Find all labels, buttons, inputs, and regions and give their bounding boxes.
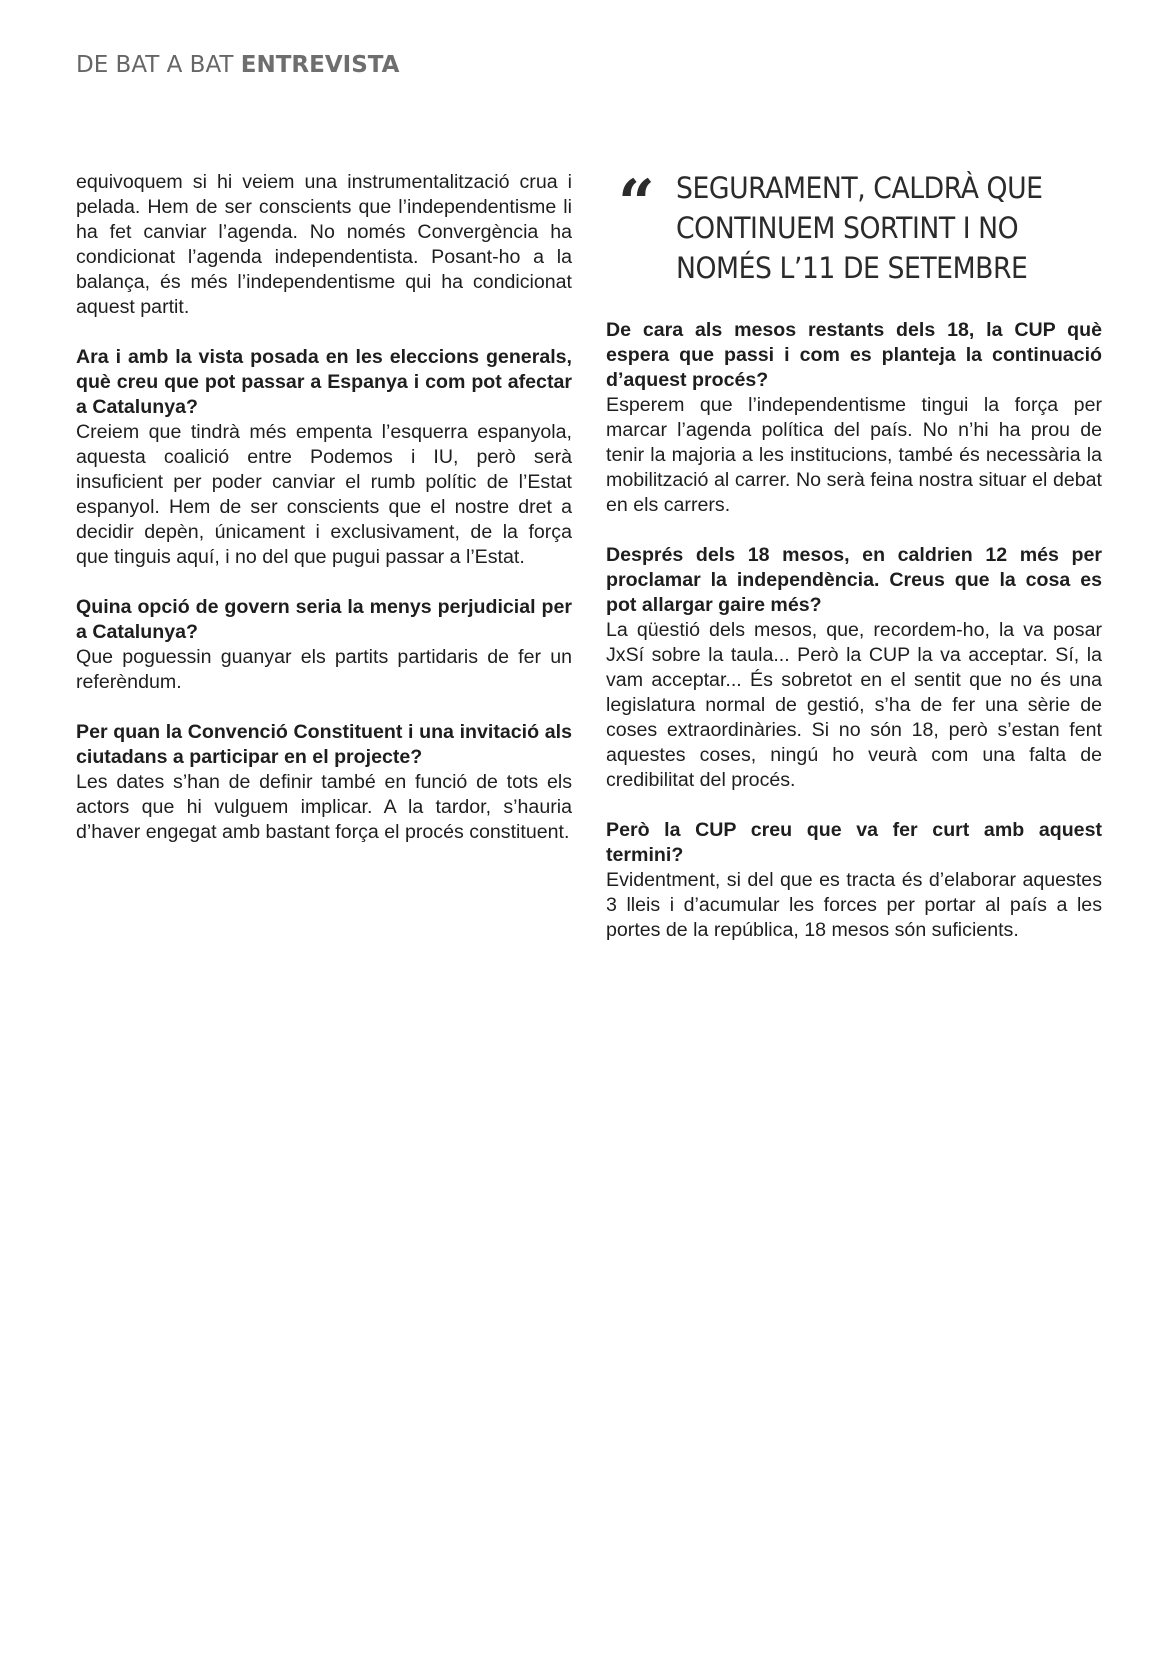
answer-4: Esperem que l’independentisme tingui la força per marcar l’agenda política del país. No n’hi ha prou de tenir la majoria a les institucions, també és necessària la mobilització al carrer. No serà feina nostra situar el debat en els carrers.: [606, 394, 1102, 516]
answer-2: Que poguessin guanyar els partits partidaris de fer un referèndum.: [76, 646, 572, 693]
question-3: Per quan la Convenció Constituent i una invitació als ciutadans a participar en el projecte?: [76, 721, 572, 768]
quote-mark-icon: “: [618, 166, 655, 241]
intro-paragraph: equivoquem si hi veiem una instrumentalització crua i pelada. Hem de ser conscients que l’independentisme li ha fet canviar l’agenda. No només Convergència ha condicionat l’agenda independentista. Posant-ho a la balança, és més l’independentisme qui ha condicionat aquest partit.: [76, 171, 572, 318]
question-1: Ara i amb la vista posada en les eleccions generals, què creu que pot passar a Espanya i com pot afectar a Catalunya?: [76, 346, 572, 418]
page-header: [76, 52, 399, 78]
question-6: Però la CUP creu que va fer curt amb aquest termini?: [606, 819, 1102, 866]
header-section: DE BAT A BAT: [76, 52, 234, 78]
pull-quote-line: SEGURAMENT, CALDRÀ QUE: [676, 171, 1043, 205]
question-2: Quina opció de govern seria la menys perjudicial per a Catalunya?: [76, 596, 572, 643]
left-column: [76, 170, 572, 845]
pull-quote: [618, 168, 1118, 288]
answer-3: Les dates s’han de definir també en funció de tots els actors que hi vulguem implicar. A la tardor, s’hauria d’haver engegat amb bastant força el procés constituent.: [76, 771, 572, 843]
question-5: Després dels 18 mesos, en caldrien 12 més per proclamar la independència. Creus que la cosa es pot allargar gaire més?: [606, 544, 1102, 616]
question-4: De cara als mesos restants dels 18, la CUP què espera que passi i com es planteja la continuació d’aquest procés?: [606, 319, 1102, 391]
answer-1: Creiem que tindrà més empenta l’esquerra espanyola, aquesta coalició entre Podemos i IU, però serà insuficient per poder canviar el rumb polític de l’Estat espanyol. Hem de ser conscients que el nostre dret a decidir depèn, únicament i exclusivament, de la força que tinguis aquí, i no del que pugui passar a l’Estat.: [76, 421, 572, 568]
right-column: [606, 318, 1102, 943]
header-kind: ENTREVISTA: [240, 52, 400, 78]
pull-quote-line: CONTINUEM SORTINT I NO: [676, 211, 1019, 245]
answer-5: La qüestió dels mesos, que, recordem-ho, la va posar JxSí sobre la taula... Però la CUP la va acceptar. Sí, la vam acceptar... És sobretot en el sentit que no és una legislatura normal de gestió, s’ha de fer una sèrie de coses extraordinàries. Si no són 18, però s’estan fent aquestes coses, ningú ho veurà com una falta de credibilitat del procés.: [606, 619, 1102, 791]
answer-6: Evidentment, si del que es tracta és d’elaborar aquestes 3 lleis i d’acumular les forces per portar al país a les portes de la república, 18 mesos són suficients.: [606, 869, 1102, 941]
pull-quote-line: NOMÉS L’11 DE SETEMBRE: [676, 251, 1028, 285]
pull-quote-text: [676, 168, 1108, 288]
